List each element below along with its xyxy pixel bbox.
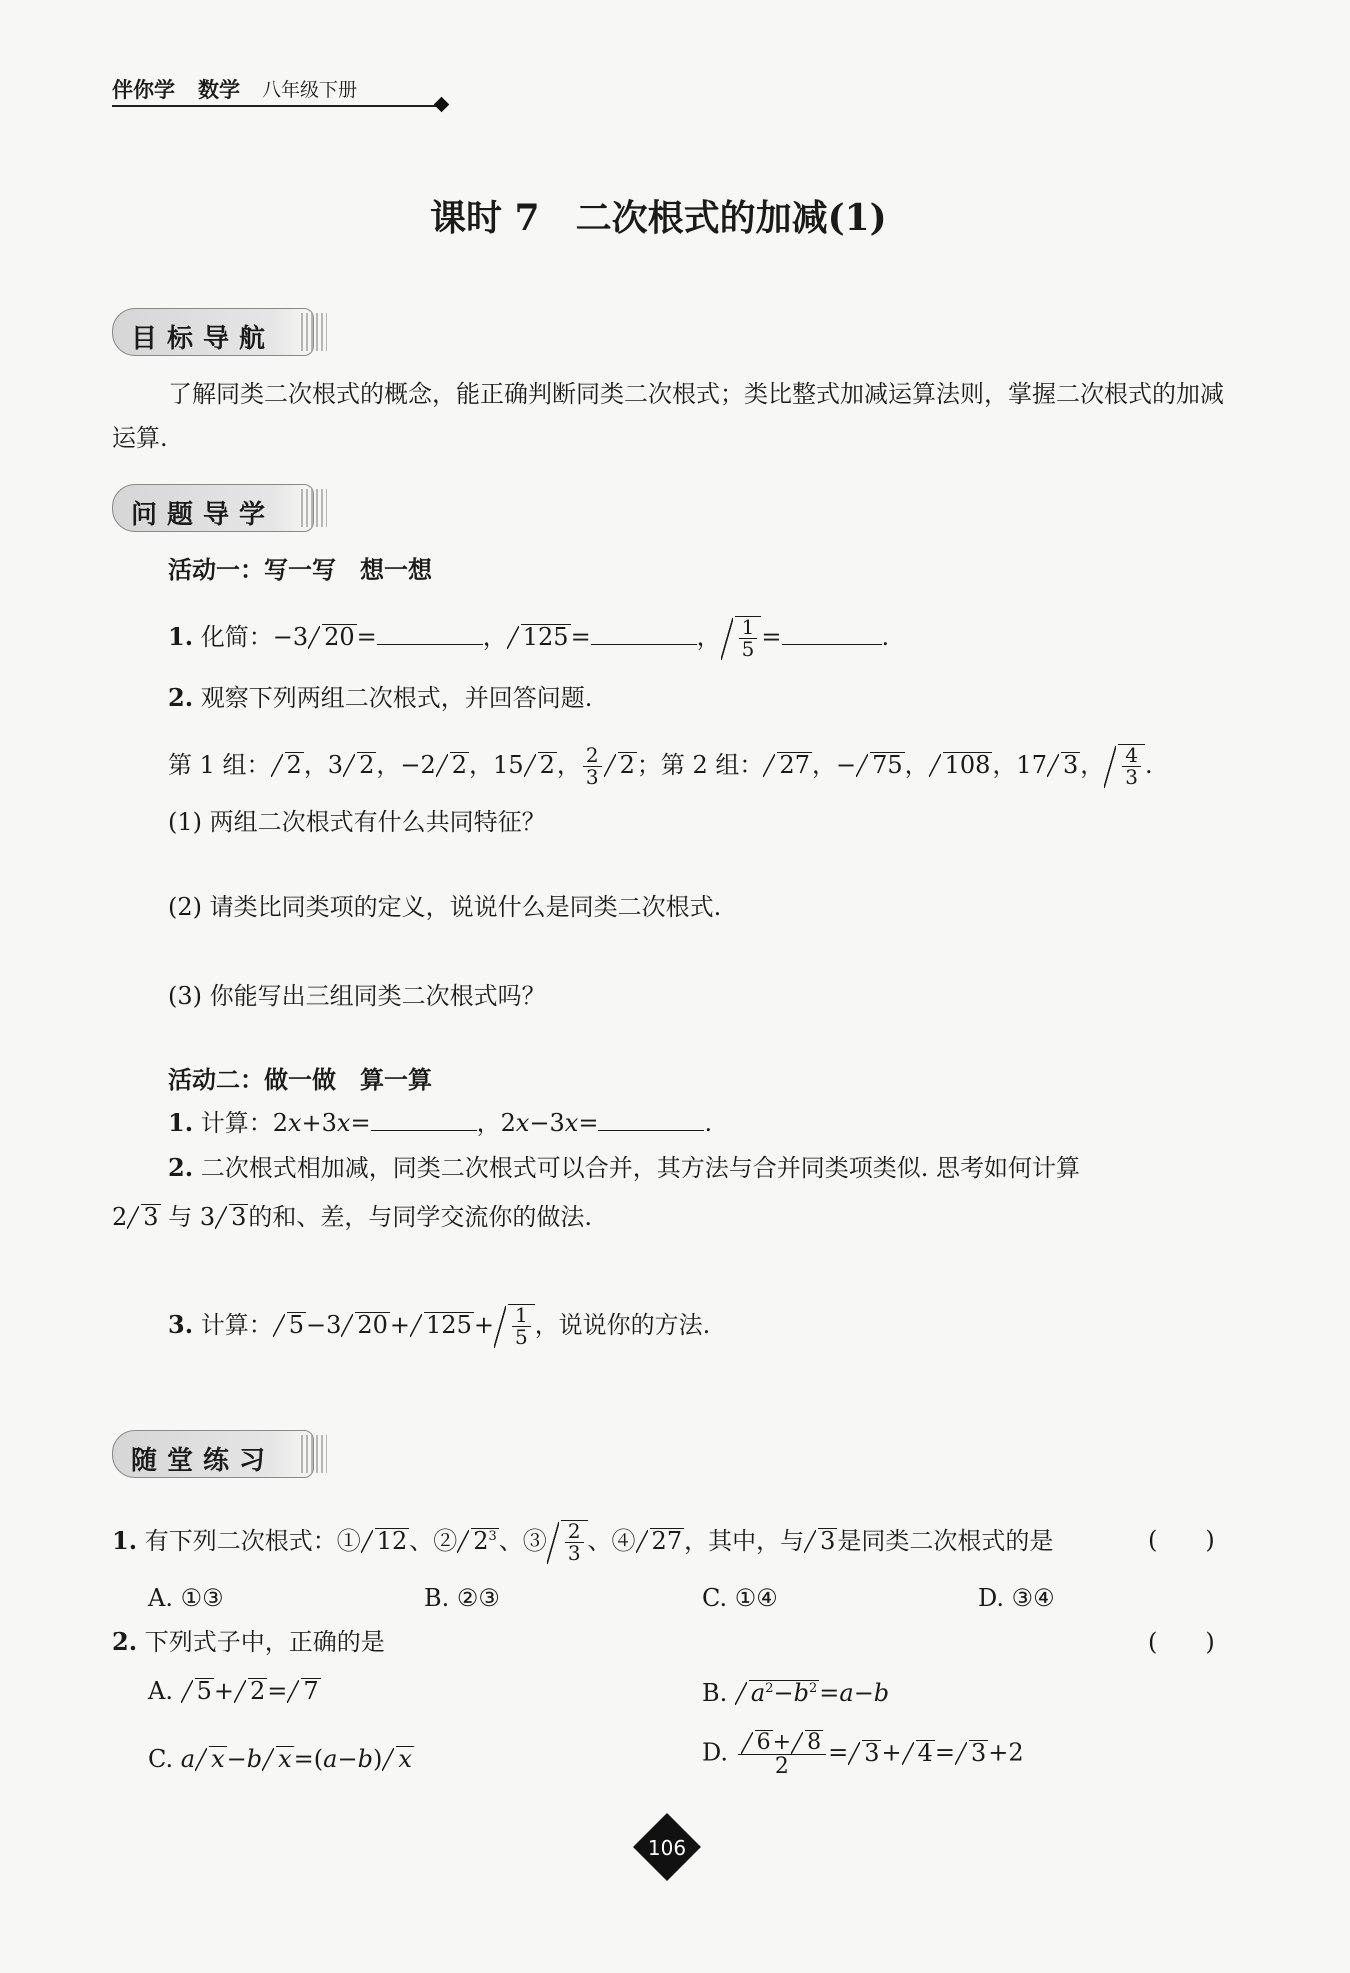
banner-stripes [301,489,327,527]
practice-q1-option-c: C. ①④ [702,1584,778,1612]
activity2-q3: 3. 计算： 5−3 20+ 125+ $\frac{1}{5}$ ，说说你的方法. [168,1303,711,1349]
practice-q1-option-d: D. ③④ [978,1584,1055,1612]
activity2-q1: 1. 计算：2x+3x= ，2x−3x= . [168,1108,713,1137]
activity1-sub2: (2) 请类比同类项的定义，说说什么是同类二次根式. [168,893,722,921]
practice-q2-answer-paren: ( ) [1148,1628,1215,1656]
practice-q2-option-b: B. $a^2-b^2=a-b$ [702,1679,890,1707]
activity2-title: 活动二：做一做 算一算 [168,1065,432,1094]
banner-stripes [301,1435,327,1473]
goal-text: 了解同类二次根式的概念，能正确判断同类二次根式；类比整式加减运算法则，掌握二次根式的加减运算. [112,380,1224,452]
activity2-q2-line1: 2. 二次根式相加减，同类二次根式可以合并，其方法与合并同类项类似. 思考如何计算 [168,1153,1080,1182]
header-diamond-icon [434,97,450,113]
section-banner-guide [112,484,314,532]
header-rule [112,105,442,107]
practice-q2-option-a: A. 5+ 2= 7 [148,1677,319,1705]
banner-stripes [301,313,327,351]
activity1-q2: 2. 观察下列两组二次根式，并回答问题. [168,683,593,712]
activity1-q1: 1. 化简：−3 20= ， 125= ， $\frac{1}{5}$ = . [168,615,890,661]
page-number: 106 [647,1836,687,1860]
section-title-goal: 目标导航 [131,324,276,354]
practice-q2-option-d: D. $\frac{6+ 8}{2}$ = 3+ 4= 3+2 [702,1730,1024,1780]
practice-q1-answer-paren: ( ) [1148,1526,1215,1554]
activity1-sub1: (1) 两组二次根式有什么共同特征？ [168,808,546,836]
section-banner-practice [112,1430,314,1478]
header-brand: 伴你学 [112,78,175,102]
section-title-practice: 随堂练习 [131,1446,276,1476]
section-banner-goal [112,308,314,356]
practice-q1-option-a: A. ①③ [148,1584,224,1612]
practice-q1: 1. 有下列二次根式：① 12、② $2^3$、③ $\frac{2}{3}$ 、④ 27，其中，与 3是同类二次根式的是 [112,1519,1054,1565]
header-grade: 八年级下册 [262,79,358,101]
header-subject: 数学 [198,78,240,102]
section-title-guide: 问题导学 [131,500,276,530]
activity1-groups: 第 1 组： 2，3 2，−2 2，15 2， $\frac{2}{3}$ 2；第 2 组： 27，− 75， 108，17 3， $\frac{4}{3}$ . [168,743,1153,789]
activity2-q2-line2: 2 3 与 3 3的和、差，与同学交流你的做法. [112,1203,593,1231]
activity1-sub3: (3) 你能写出三组同类二次根式吗？ [168,982,546,1010]
activity1-title: 活动一：写一写 想一想 [168,555,432,584]
practice-q2-option-c: C. a x−b x=(a−b) x [148,1745,412,1773]
page-title: 课时 7 二次根式的加减(1) [430,197,887,239]
practice-q2: 2. 下列式子中，正确的是 [112,1627,385,1656]
practice-q1-option-b: B. ②③ [424,1584,500,1612]
